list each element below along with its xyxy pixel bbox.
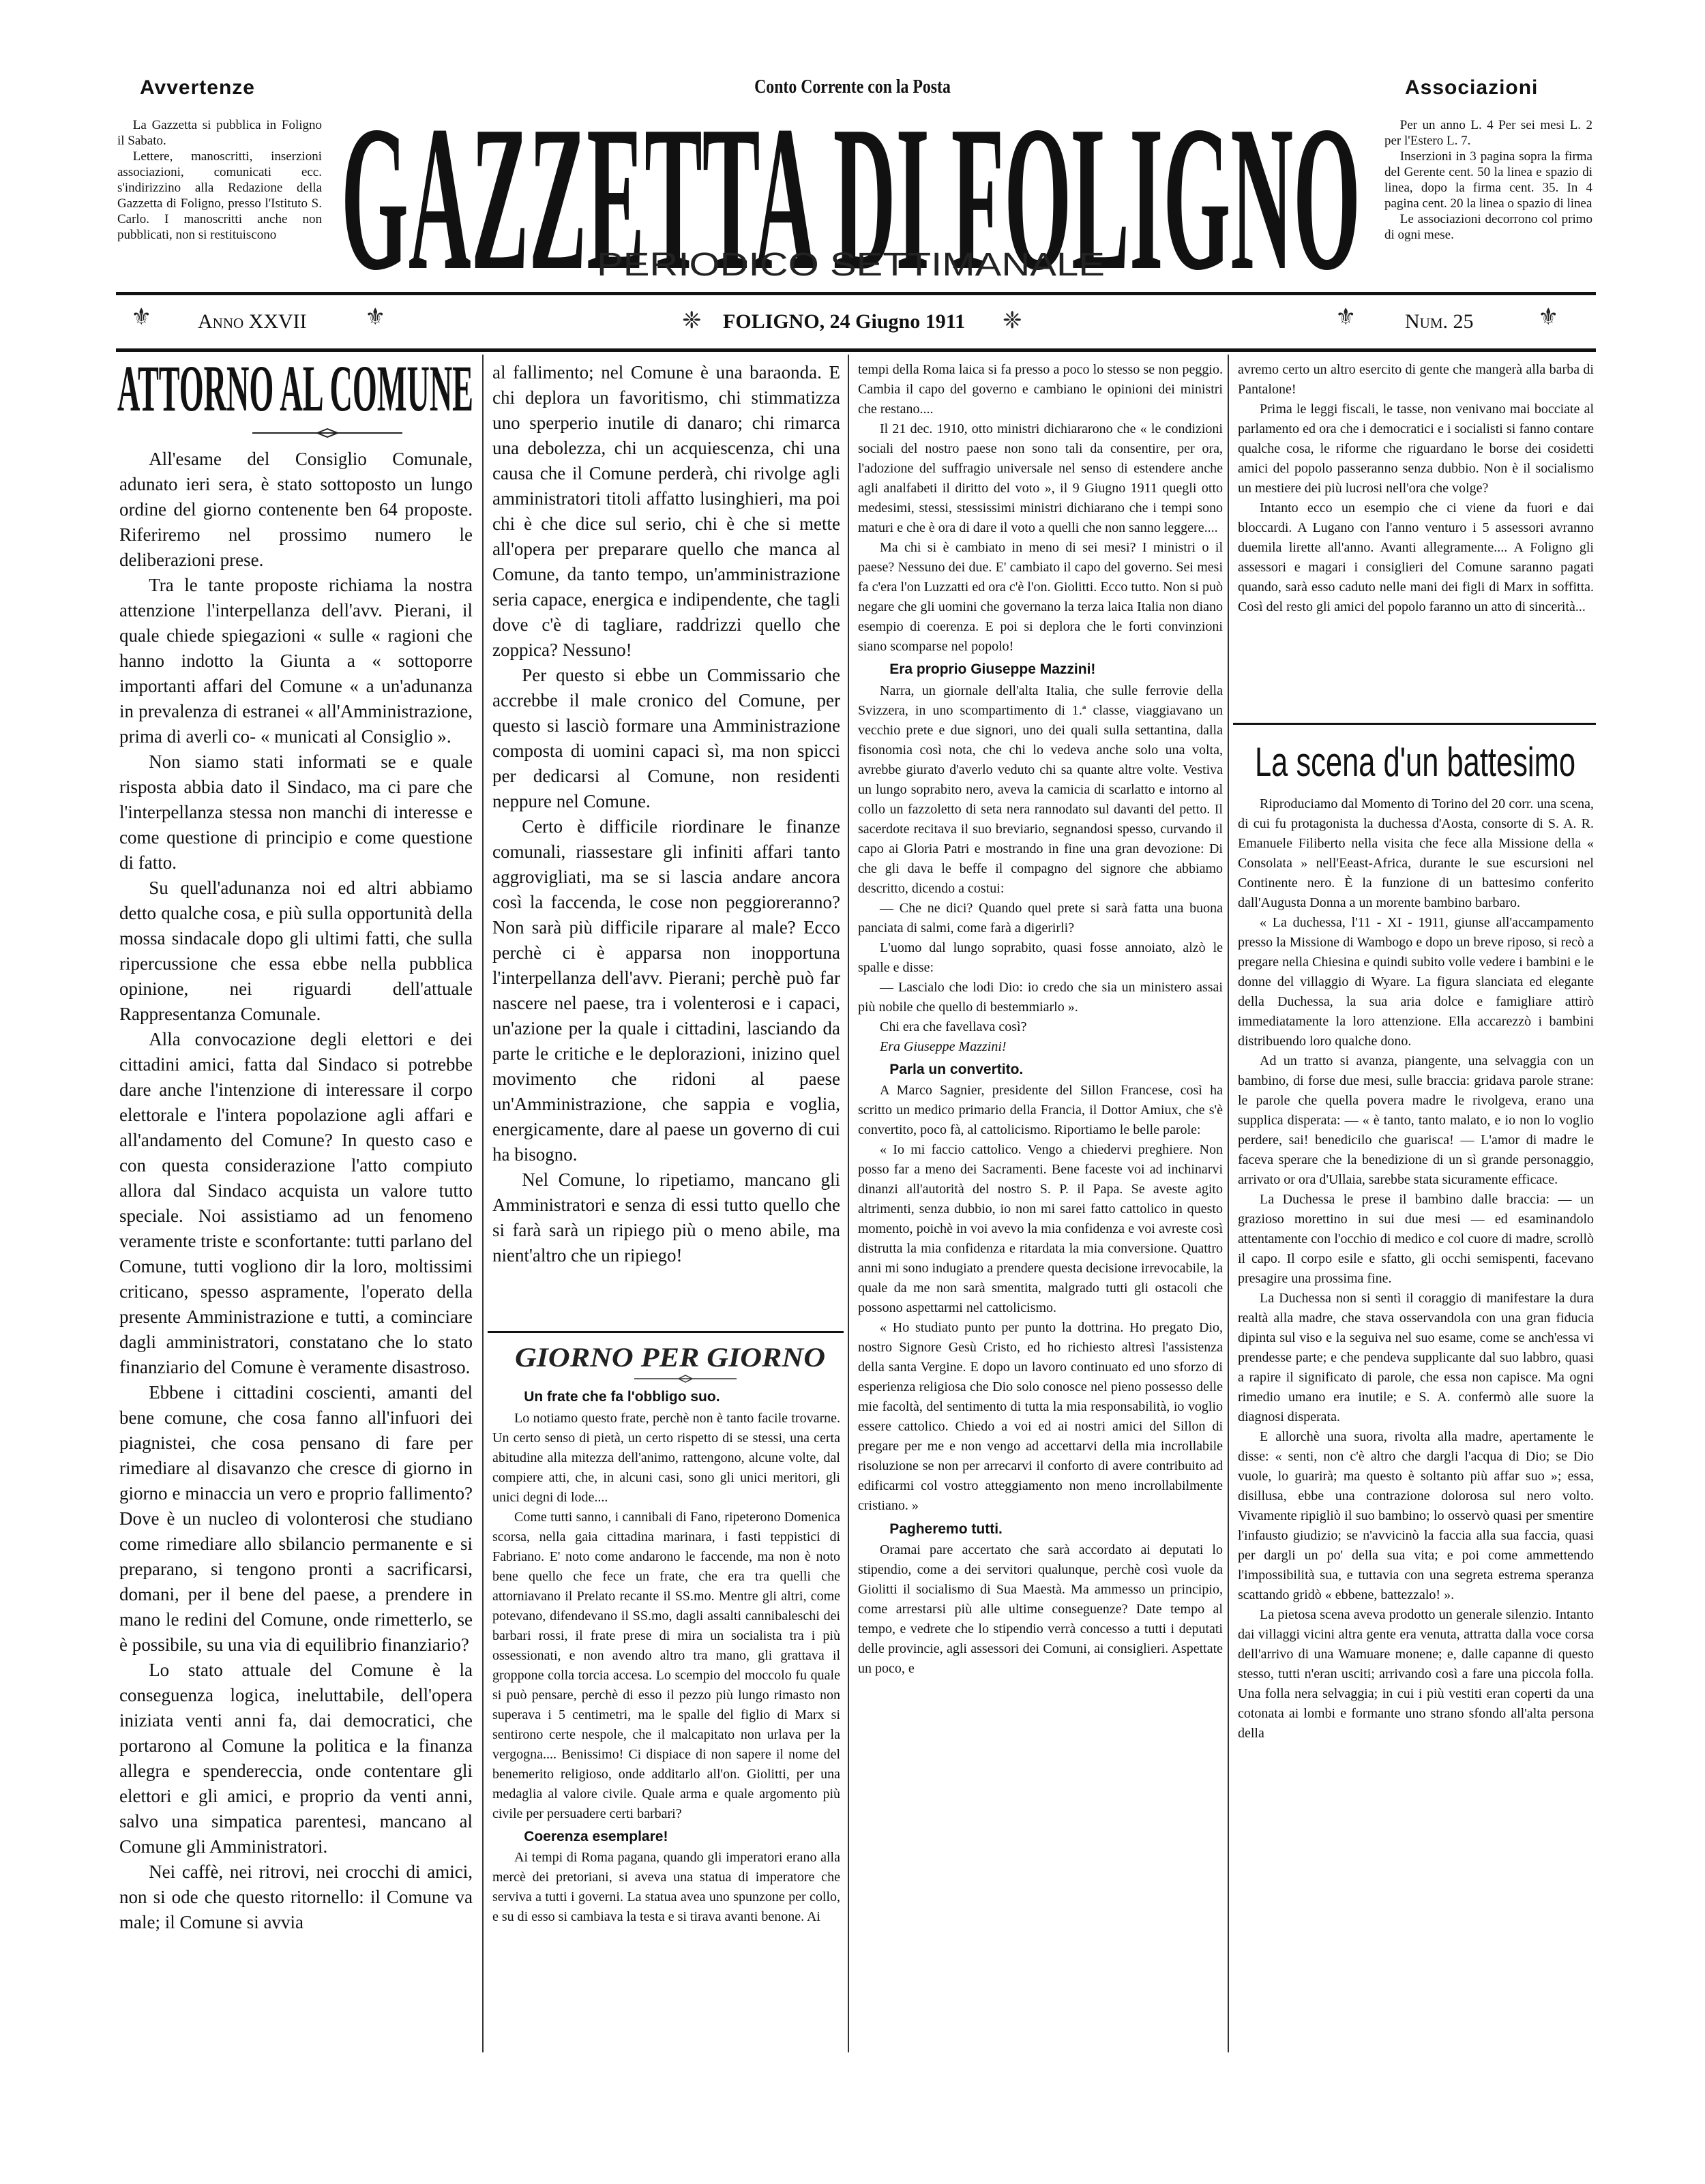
associazioni-notes xyxy=(1384,117,1592,243)
paragraph: Lo notiamo questo frate, perchè non è tanto facile trovarne. Un certo senso di pietà, un certo rispetto di se stessi, una certa abitudine alla mitezza dell'animo, rattengono, alcune volte, dal compiere atti, che, in alcuni casi, sono gli unici meritori, gli unici degni di lode.... xyxy=(492,1410,840,1505)
article-continuation xyxy=(492,360,840,1268)
paragraph: La Duchessa non si sentì il coraggio di manifestare la dura realtà alla madre, che stava osservandola con una gran fiducia dipinta sul viso e la seguiva nel suo esame, come se anch'essa vi prendesse parte; e che pendeva supplicante dal suo labbro, quasi a rapire il significato di parole, che essa non capisce. Ma ogni rimedio umano era inutile; e S. A. confermò alle suore la diagnosi disperata. xyxy=(1238,1291,1594,1424)
dateline-rule xyxy=(116,348,1596,352)
headline-text: ATTORNO AL COMUNE xyxy=(117,360,473,415)
subheading: Pagheremo tutti. xyxy=(889,1521,1003,1537)
column-divider xyxy=(482,355,484,2052)
paragraph: tempi della Roma laica si fa presso a poco lo stesso se non peggio. Cambia il capo del governo e cambiano le opinioni dei ministri che restano.... xyxy=(858,362,1223,417)
paragraph: « Io mi faccio cattolico. Vengo a chiedervi preghiere. Non posso far a meno dei Sacramenti. Bene faceste voi ad inchinarvi dinanzi all'autorità del nostro S. P. il Papa. Se aveste agito altrimenti, senza dubbio, io non mi sarei fatto cattolico in questo momento, poichè in voi avevo la mia confidenza e voi avreste così distrutta la mia confidenza e ritardata la mia conversione. Quattro anni mi sono indugiato a prendere questa decisione irrevocabile, la quale da me non sarà smentita, malgrado tutti gli ostacoli che possono aspettarmi nel cattolicismo. xyxy=(858,1142,1223,1316)
paragraph: Non siamo stati informati se e quale risposta abbia dato il Sindaco, ma ci pare che l'interpellanza stessa non manchi di interesse e come questione di principio e come questione di fatto. xyxy=(119,751,473,873)
paragraph: Nei caffè, nei ritrovi, nei crocchi di amici, non si ode che questo ritornello: il Comune va male; il Comune si avvia xyxy=(119,1861,473,1932)
section-rule xyxy=(1233,723,1596,725)
article-headline xyxy=(117,360,475,415)
avvertenze-notes xyxy=(117,117,322,243)
section-heading xyxy=(515,1341,829,1372)
dateline: FOLIGNO, 24 Giugno 1911 xyxy=(723,310,966,333)
year-label: Anno XXVII xyxy=(198,310,307,333)
ornament-icon: ⚜ xyxy=(1538,305,1559,330)
paragraph: — Lascialo che lodi Dio: io credo che sia un ministero assai più nobile che quello di bestemmiarlo ». xyxy=(858,979,1223,1015)
note: Per un anno L. 4 Per sei mesi L. 2 per l'Estero L. 7. xyxy=(1384,118,1592,148)
column-3-news xyxy=(858,360,1223,1679)
paragraph: Ad un tratto si avanza, piangente, una selvaggia con un bambino, di forse due mesi, sulle braccia: gridava parole strane: le parole che quella povera madre le rivolgeva, erano una supplica disperata: — « è tanto, tanto malato, e io non lo voglio perdere, sai! benedicilo che guarisca! — L'amor di madre le faceva sperare che la benedizione di un sì grande personaggio, arrivato or ora d'Ullaia, sarebbe stata sicuramente efficace. xyxy=(1238,1053,1594,1187)
paragraph: Tra le tante proposte richiama la nostra attenzione l'interpellanza dell'avv. Pierani, il quale chiede spiegazioni « sulle « ragioni che hanno indotto la Giunta a « sottoporre importanti affari del Comune « a un'adunanza in prevalenza di estranei « all'Amministrazione, prima di averli co- « municati al Consiglio ». xyxy=(119,575,473,747)
paragraph: L'uomo dal lungo soprabito, quasi fosse annoiato, alzò le spalle e disse: xyxy=(858,940,1223,975)
paragraph: Chi era che favellava così? xyxy=(880,1019,1027,1034)
paragraph: Ai tempi di Roma pagana, quando gli imperatori erano alla mercè dei pretoriani, si aveva una statua di imperatore che serviva a tutti i governi. La statua avea uno spunzone per collo, e su di esso si cambiava la testa e si tirava avanti benone. Ai xyxy=(492,1850,840,1925)
column-divider xyxy=(1228,355,1229,2052)
paragraph: Era Giuseppe Mazzini! xyxy=(880,1038,1007,1054)
paragraph: All'esame del Consiglio Comunale, adunato ieri sera, è stato sottoposto un lungo ordine del giorno contenente ben 64 proposte. Riferiremo nel prossimo numero le deliberazioni prese. xyxy=(119,449,473,570)
ornament-icon: ⚜ xyxy=(365,305,386,330)
note: Inserzioni in 3 pagina sopra la firma del Gerente cent. 50 la linea e spazio di linea, dopo la firma cent. 35. In 4 pagina cent. 20 la linea o spazio di linea xyxy=(1384,149,1592,211)
paragraph: Per questo si ebbe un Commissario che accrebbe il male cronico del Comune, per questo si lasciò formare una Amministrazione composta di uomini capaci sì, ma non spicci per dedicarsi al Comune, non residenti neppure nel Comune. xyxy=(492,665,840,811)
issue-number: Num. 25 xyxy=(1405,310,1474,333)
flourish-divider xyxy=(252,428,402,438)
subheading: Coerenza esemplare! xyxy=(524,1828,668,1844)
paragraph: Riproduciamo dal Momento di Torino del 20 corr. una scena, di cui fu protagonista la duchessa d'Aosta, consorte di S. A. R. Emanuele Filiberto nella visita che fece alla Missione della « Consolata » nell'Eeast-Africa, durante le sue escursioni nel Continente nero. È la funzione di un battesimo conferito dall'Augusta Donna a un morente bambino barbaro. xyxy=(1238,796,1594,910)
paragraph: al fallimento; nel Comune è una baraonda. E chi deplora un favoritismo, chi stimmatizza uno sperperio inutile di danaro; chi rimarca una debolezza, chi un acquiescenza, chi una causa che il Comune perderà, chi rivolge agli amministratori titoli affatto lusinghieri, ma poi chi è che dice sul serio, chi è che si mette all'opera per preparare quello che manca al Comune, da tanto tempo, un'amministrazione seria capace, energica e indipendente, che tagli dove c'è di tagliare, raddrizzi quello che zoppica? Nessuno! xyxy=(492,362,840,660)
paragraph: E allorchè una suora, rivolta alla madre, apertamente le disse: « senti, non c'è altro che dargli l'acqua di Dio; se Dio vuole, lo guarirà; ma questo è soltanto più affar suo »; essa, disillusa, ebbe una contrazione dolorosa sul nero volto. Vivamente ripigliò il suo bambino; lo osservò quasi per smentire l'infausto giudizio; se n'avvicinò la faccia alla sua faccia, quasi per dargli un po' della sua vita; e poi come ammettendo l'impossibilità sua, e tuttavia con una segreta estrema speranza scattando gridò « ebbene, battezzalo! ». xyxy=(1238,1429,1594,1602)
fleuron-icon: ❈ xyxy=(1003,308,1022,333)
paragraph: avremo certo un altro esercito di gente che mangerà alla barba di Pantalone! xyxy=(1238,362,1594,397)
article-attorno-al-comune xyxy=(119,447,473,1935)
paragraph: Ebbene i cittadini coscienti, amanti del bene comune, che cosa fanno all'infuori dei piagnistei, che cosa pensano di fare per rimediare al disavanzo che cresce di giorno in giorno e minaccia un vero e proprio fallimento? Dove è un nucleo di volonterosi che studiano come rimediare allo sbilancio permanente e si preparano, si tengono pronti a sacrificarsi, domani, per il bene del paese, a prendere in mano le redini del Comune, onde rimetterlo, se è possibile, su una via di equilibrio finanziario? xyxy=(119,1382,473,1655)
paragraph: La Duchessa le prese il bambino dalle braccia: — un grazioso morettino in sui due mesi — ed esaminandolo attentamente con l'occhio di medico e col cuore di madre, scrollò il capo. Il corpo esile e sfatto, gli occhi semispenti, facevano presagire una prossima fine. xyxy=(1238,1192,1594,1286)
note: Le associazioni decorrono col primo di ogni mese. xyxy=(1384,212,1592,242)
masthead-rule xyxy=(116,292,1596,295)
avvertenze-label: Avvertenze xyxy=(140,76,255,99)
ornament-icon: ⚜ xyxy=(131,305,152,330)
paragraph: Certo è difficile riordinare le finanze comunali, riassestare gli infiniti affari tanto aggrovigliati, ma se si lascia andare ancora così la faccenda, le cose non peggioreranno? Non sarà più difficile riparare al male? Ecco perchè ci è apparsa non inopportuna l'interpellanza dell'avv. Pierani; perchè può far nascere nel paese, tra i volenterosi e i capaci, un'azione per la quale i cittadini, lasciando da parte le critiche e le deplorazioni, inizino quel movimento che ridoni al paese un'Amministrazione, che sappia e voglia, energicamente, dare al paese un governo di cui ha bisogno. xyxy=(492,816,840,1165)
battesimo-headline xyxy=(1255,738,1579,783)
paragraph: Narra, un giornale dell'alta Italia, che sulle ferrovie della Svizzera, in uno scompartimento di 1.ª classe, viaggiavano un vecchio prete e due signori, uno dei quali sulla settantina, dalla fisonomia così nota, che chi lo vedeva anche solo una volta, avrebbe giurato d'averlo veduto chi sa quante altre volte. Vestiva un lungo soprabito nero, aveva la camicia di scarlatto e intorno al collo un fazzoletto di seta nera rannodato sul davanti del petto. Il sacerdote recitava il suo breviario, segnandosi spesso, curvando il capo ai Gloria Patri e mostrando in fine una gran devozione: Di che gli dava le beffe il compagno del signore che abbiamo descritto, dicendo a costui: xyxy=(858,683,1223,896)
paragraph: Lo stato attuale del Comune è la conseguenza logica, ineluttabile, dell'opera iniziata venti anni fa, dai democratici, che portarono al Comune la politica e la finanza allegra e spendereccia, onde contentare gli elettori e gli amici, e proprio da venti anni, salvo una simpatica parentesi, mancano al Comune gli Amministratori. xyxy=(119,1660,473,1857)
paragraph: La pietosa scena aveva prodotto un generale silenzio. Intanto dai villaggi vicini altra gente era venuta, attratta dalla voce corsa dell'arrivo di una Wamuare monene; e, dalle capanne di questo stesso, tutti n'eran usciti; arrivando così a fare una piccola folla. Una folla nera selvaggia; in cui i più vestiti eran coperti da una cotonata ai lombi e formante uno strano sfondo all'alta persona della xyxy=(1238,1607,1594,1741)
associazioni-label: Associazioni xyxy=(1405,76,1539,99)
flourish-divider xyxy=(634,1375,737,1384)
article-battesimo xyxy=(1238,794,1594,1744)
conto-corrente-label: Conto Corrente con la Posta xyxy=(754,76,951,98)
section-rule xyxy=(488,1331,844,1333)
fleuron-icon: ❈ xyxy=(682,308,702,333)
paragraph: « Ho studiato punto per punto la dottrina. Ho pregato Dio, nostro Signore Gesù Cristo, ed ho richiesto altresì l'assistenza della santa Vergine. E dopo un lavoro continuato ed uno sforzo di esperienza religiosa che Dio solo conosce nel pieno possesso delle mie facoltà, del sentimento di tutta la mia responsabilità, io voglio essere cattolico. Chiedo a voi ed ai nostri amici del Sillon di pregare per me e non vengo ad accettarvi della mia incrollabile risoluzione se non per arrecarvi il conforto di avere contribuito ad edificarmi col vostro atteggiamento non meno incrollabilmente cristiano. » xyxy=(858,1320,1223,1514)
paragraph: Su quell'adunanza noi ed altri abbiamo detto qualche cosa, e più sulla opportunità della mossa sindacale dopo gli ultimi fatti, che sulla ripercussione che essa ebbe nella pubblica opinione, nei riguardi dell'attuale Rappresentanza Comunale. xyxy=(119,878,473,1024)
paragraph: Oramai pare accertato che sarà accordato ai deputati lo stipendio, come a dei servitori qualunque, perchè così vuole da Giolitti il socialismo di Sua Maestà. Ma ammesso un principio, come arrestarsi più alle ultime conseguenze? Date tempo al tempo, e vedrete che lo stipendio verrà concesso a tutti i deputati delle provincie, agli assessori dei Comuni, ai consiglieri. Aspettate un poco, e xyxy=(858,1542,1223,1677)
headline-text: La scena d'un battesimo xyxy=(1255,739,1575,783)
subtitle xyxy=(597,247,1108,281)
paragraph: « La duchessa, l'11 - XI - 1911, giunse all'accampamento presso la Missione di Wambogo e dopo un breve riposo, si recò a pregare nella Chiesina e quindi subito volle vedere i bambini e le donne del villaggio di Wyare. La figura slanciata ed elegante della Duchessa, la sua aria dolce e famigliare attirò immediatamente la loro attenzione. Ella accarezzò i bambini distribuendo loro qualche dono. xyxy=(1238,915,1594,1049)
subheading: Era proprio Giuseppe Mazzini! xyxy=(889,661,1096,678)
article-continuation-col4 xyxy=(1238,360,1594,617)
paragraph: — Che ne dici? Quando quel prete si sarà fatta una buona panciata di salmi, come farà a digerirli? xyxy=(858,900,1223,936)
paragraph: Nel Comune, lo ripetiamo, mancano gli Amministratori e senza di essi tutto quello che si farà sarà un ripiego più o meno abile, ma nient'altro che un ripiego! xyxy=(492,1169,840,1266)
paragraph: Alla convocazione degli elettori e dei cittadini amici, fatta dal Sindaco si potrebbe dare anche l'intenzione di interessare il corpo elettorale e l'intera popolazione agli affari e all'andamento del Comune? In questo caso e con questa considerazione l'atto compiuto allora dal Sindaco acquista un valore tutto speciale. Noi assistiamo ad un fenomeno veramente triste e sconfortante: tutti parlano del Comune, tutti vogliono dir la loro, moltissimi criticano, spesso aspramente, l'operato della presente Amministrazione e tutti, a cominciare dagli amministratori, constatano che lo stato finanziario del Comune è veramente disastroso. xyxy=(119,1029,473,1377)
subtitle-text: PERIODICO SETTIMANALE xyxy=(597,247,1105,281)
subheading: Un frate che fa l'obbligo suo. xyxy=(524,1389,720,1405)
paragraph: Il 21 dec. 1910, otto ministri dichiararono che « le condizioni sociali del nostro paese non sono tali da consentire, per ora, l'adozione del suffragio universale nel senso di estendere anche agli analfabeti il diritto del voto », il 9 Giugno 1911 quegli otto medesimi, stessi, stessissimi ministri dichiarano che i tempi sono maturi e che è ora di dare il voto a quelli che non sanno leggere.... xyxy=(858,421,1223,535)
title-text: GAZZETTA DI FOLIGNO xyxy=(341,113,1361,276)
paragraph: Prima le leggi fiscali, le tasse, non venivano mai bocciate al parlamento ed ora che i democratici e i socialisti si fanno contare qualche cosa, le riforme che riguardano le borse dei cosidetti amici del popolo passeranno senza dubbio. Non è il socialismo un mestiere dei più lucrosi nell'ora che volge? xyxy=(1238,402,1594,496)
note: La Gazzetta si pubblica in Foligno il Sabato. xyxy=(117,118,322,148)
column-divider xyxy=(848,355,849,2052)
paragraph: Come tutti sanno, i cannibali di Fano, ripeterono Domenica scorsa, nella gaia cittadina marinara, i fasti teppistici di Fabriano. E' noto come andarono le faccende, ma non è noto bene quello che fece un frate, che era tra quelli che attorniavano il Prelato recante il SS.mo. Mentre gli altri, come potevano, difendevano il SS.mo, dagli assalti cannibaleschi dei barbari rossi, il frate prese di mira un socialista tra i più ossessionati, e non avendo altro tra mano, gli grattava il groppone colla torcia accesa. Lo scempio del moccolo fu quale si può pensare, perchè di esso il pezzo più lungo rimasto non superava i 5 centimetri, ma le spalle del figlio di Marx si sentirono certe nespole, che il malcapitato non urlava per la vergogna.... Benissimo! Ci dispiace di non sapere il nome del benemerito religioso, onde additarlo all'on. Giolitti, per una medaglia al valore civile. Quale arma e quale argomento più civile per persuadere certi barbari? xyxy=(492,1509,840,1821)
giorno-per-giorno xyxy=(492,1384,840,1927)
section-heading-text: GIORNO PER GIORNO xyxy=(515,1342,825,1372)
paragraph: A Marco Sagnier, presidente del Sillon Francese, così ha scritto un medico primario della Francia, il Dottor Amiux, che s'è convertito, poco fà, al cattolicismo. Riportiamo le belle parole: xyxy=(858,1083,1223,1138)
subheading: Parla un convertito. xyxy=(889,1061,1024,1077)
ornament-icon: ⚜ xyxy=(1335,305,1356,330)
paragraph: Ma chi si è cambiato in meno di sei mesi? I ministri o il paese? Nessuno dei due. E' cambiato il capo del governo. Sei mesi fa c'era l'on Luzzatti ed ora c'è l'on. Giolitti. Ecco tutto. Non si può negare che gli uomini che governano la terza laica Italia non diano esempio di coerenza. E poi si deplora che le forti convinzioni siano scomparse nel popolo! xyxy=(858,540,1223,654)
note: Lettere, manoscritti, inserzioni associazioni, comunicati ecc. s'indirizzino alla Redazione della Gazzetta di Foligno, presso l'Istituto S. Carlo. I manoscritti anche non pubblicati, non si restituiscono xyxy=(117,149,322,242)
paragraph: Intanto ecco un esempio che ci viene da fuori e dai bloccardi. A Lugano con l'anno venturo i 5 assessori avranno duemila lirette all'anno. Avanti allegramente.... A Foligno gli assessori e magari i consiglieri del Comune saranno pagati quando, sarà esso caduto nelle mani dei figli di Marx in soffitta. Così del resto gli amici del popolo faranno un atto di sincerità... xyxy=(1238,500,1594,614)
